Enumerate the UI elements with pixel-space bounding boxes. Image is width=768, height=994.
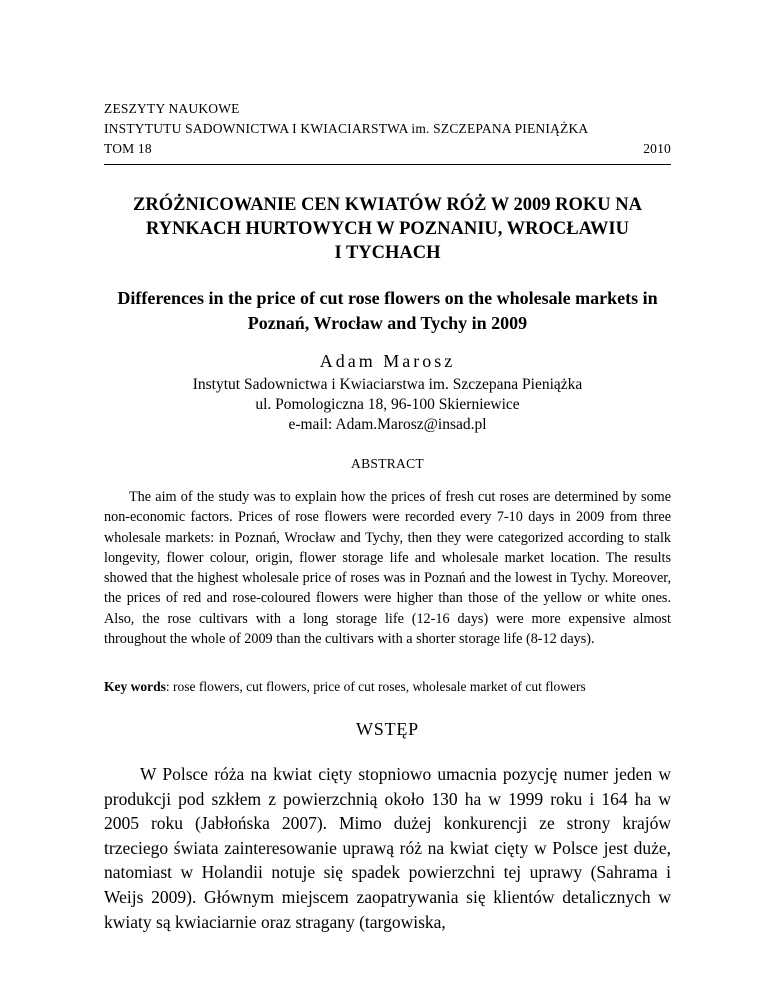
journal-name-line2: INSTYTUTU SADOWNICTWA I KWIACIARSTWA im. SZCZEPANA PIENIĄŻKA	[104, 121, 589, 136]
title-polish-line3: I TYCHACH	[334, 243, 441, 263]
section-heading: WSTĘP	[355, 719, 419, 739]
title-english-line2: Poznań, Wrocław and Tychy in 2009	[247, 313, 528, 333]
author-name: Adam Marosz	[319, 351, 456, 371]
journal-volume: TOM 18	[104, 141, 152, 156]
keywords-label: Key words	[104, 679, 166, 694]
author-email: e-mail: Adam.Marosz@insad.pl	[288, 416, 487, 433]
header-divider	[104, 164, 671, 165]
title-polish-line1: ZRÓŻNICOWANIE CEN KWIATÓW RÓŻ W 2009 ROKU NA	[133, 195, 642, 215]
abstract-heading: ABSTRACT	[351, 456, 424, 471]
author-affiliation	[104, 375, 671, 435]
keywords	[104, 678, 671, 696]
author-address: ul. Pomologiczna 18, 96-100 Skierniewice	[255, 396, 520, 413]
section-body-text: W Polsce róża na kwiat cięty stopniowo umacnia pozycję numer jeden w produkcji pod szkłem z powierzchnią około 130 ha w 1999 roku i 164 ha w 2005 roku (Jabłońska 2007). Mimo dużej konkurencji ze strony krajów trzeciego świata zainteresowanie uprawą róż na kwiat cięty w Polsce jest duże, natomiast w Holandii notuje się spadek powierzchni tej uprawy (Sahrama i Weijs 2009). Głównym miejscem zaopatrywania się klientów detalicznych w kwiaty są kwiaciarnie oraz stragany (targowiska,	[104, 764, 671, 932]
keywords-text: : rose flowers, cut flowers, price of cut roses, wholesale market of cut flowers	[165, 679, 586, 694]
title-polish-line2: RYNKACH HURTOWYCH W POZNANIU, WROCŁAWIU	[145, 219, 629, 239]
abstract-text: The aim of the study was to explain how the prices of fresh cut roses are determined by some non-economic factors. Prices of rose flowers were recorded every 7-10 days in 2009 from three wholesale markets: in Poznań, Wrocław and Tychy, then they were categorized according to stalk longevity, flower colour, origin, flower storage life and wholesale market location. The results showed that the highest wholesale price of roses was in Poznań and the lowest in Tychy. Moreover, the prices of red and rose-coloured flowers were higher than those of the yellow or white ones. Also, the rose cultivars with a long storage life (12-16 days) were more expensive almost throughout the whole of 2009 than the cultivars with a shorter storage life (8-12 days).	[104, 489, 671, 648]
title-english	[104, 286, 671, 336]
journal-volume-row	[104, 139, 671, 159]
journal-name-line1: ZESZYTY NAUKOWE	[104, 101, 240, 116]
author-institution: Instytut Sadownictwa i Kwiaciarstwa im. Szczepana Pieniążka	[192, 376, 583, 393]
title-english-line1: Differences in the price of cut rose flowers on the wholesale markets in	[117, 288, 658, 308]
journal-year: 2010	[643, 141, 671, 156]
title-polish	[104, 193, 671, 265]
journal-header	[104, 99, 671, 159]
